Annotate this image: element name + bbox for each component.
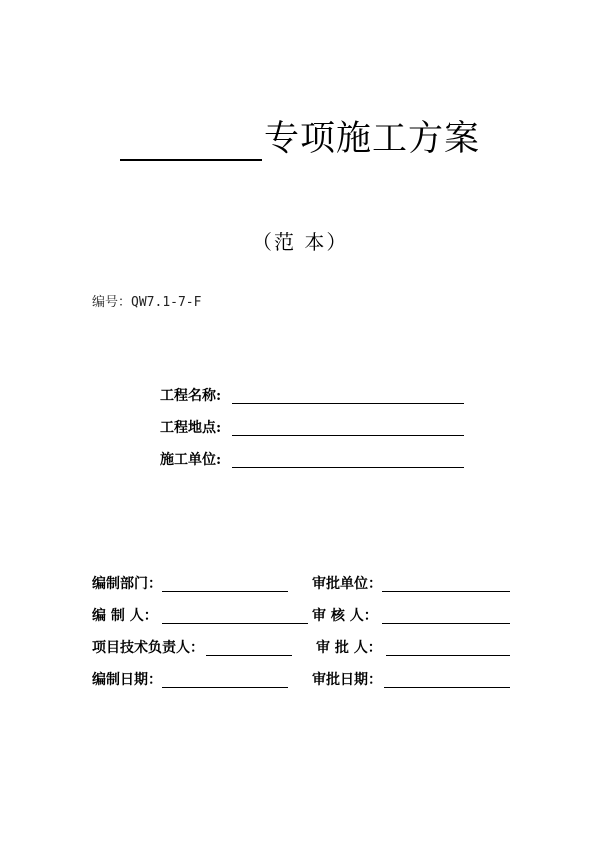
signoff-approval-unit-line[interactable] [382,591,510,592]
signoff-prepared-dept-label: 编制部门： [92,576,162,592]
document-code-value: QW7.1-7-F [131,295,202,310]
signoff-preparer-label: 编 制 人： [92,608,158,624]
signoff-approval-date-label: 审批日期： [312,672,382,688]
signoff-reviewer-line[interactable] [382,623,510,624]
document-title: 专项施工方案 [264,119,481,159]
field-construction-unit-label: 施工单位: [160,452,222,468]
signoff-approver-label: 审 批 人： [316,640,382,656]
signoff-reviewer-label: 审 核 人： [312,608,378,624]
field-project-location [160,418,464,438]
signoff-tech-lead-line[interactable] [206,655,292,656]
signoff-prepared-date-line[interactable] [162,687,288,688]
signoff-approver [316,638,512,658]
field-construction-unit [160,450,464,470]
signoff-approval-date-line[interactable] [384,687,510,688]
title-blank-line[interactable] [120,159,262,161]
field-project-name-label: 工程名称: [160,388,222,404]
document-code-label: 编号： [92,295,132,310]
signoff-preparer-line[interactable] [162,623,308,624]
signoff-tech-lead-label: 项目技术负责人： [92,640,204,656]
signoff-approval-unit [312,574,512,594]
signoff-prepared-date [92,670,292,690]
signoff-prepared-dept [92,574,292,594]
field-construction-unit-line[interactable] [232,467,464,468]
signoff-preparer [92,606,312,626]
document-code [92,294,201,312]
field-project-location-label: 工程地点: [160,420,222,436]
field-project-location-line[interactable] [232,435,464,436]
signoff-prepared-date-label: 编制日期： [92,672,162,688]
field-project-name [160,386,464,406]
field-project-name-line[interactable] [232,403,464,404]
signoff-approval-date [312,670,512,690]
signoff-approval-unit-label: 审批单位： [312,576,382,592]
signoff-tech-lead [92,638,296,658]
document-subtitle: （范 本） [252,230,349,254]
signoff-reviewer [312,606,512,626]
signoff-prepared-dept-line[interactable] [162,591,288,592]
signoff-approver-line[interactable] [386,655,510,656]
